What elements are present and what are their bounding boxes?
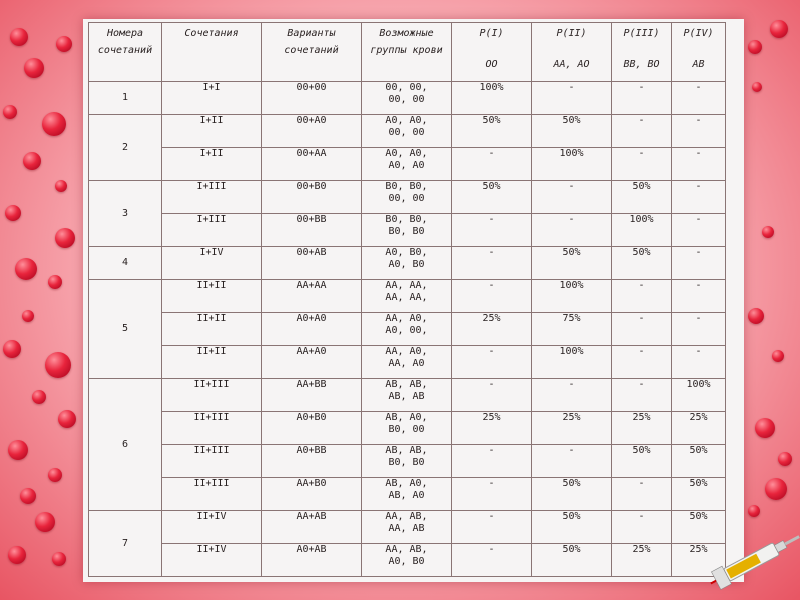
blood-drop-icon (762, 226, 774, 238)
probability-p4-cell: 25% (672, 544, 726, 577)
probability-p4-cell: - (672, 313, 726, 346)
blood-groups-line: AA, AA, (385, 292, 428, 303)
combination-cell: I+II (162, 148, 262, 181)
probability-p4-cell: 100% (672, 379, 726, 412)
header-p3-label: P(III) (623, 28, 660, 39)
blood-groups-line: 00, 00 (388, 127, 425, 138)
blood-drop-icon (48, 468, 62, 482)
variant-cell: 00+AA (262, 148, 362, 181)
combination-number-cell: 3 (89, 181, 162, 247)
header-number: Номера сочетаний (89, 23, 162, 82)
probability-p2-cell: - (532, 82, 612, 115)
probability-p3-cell: - (612, 115, 672, 148)
combination-cell: II+II (162, 280, 262, 313)
blood-groups-cell (362, 115, 452, 148)
table-row (89, 280, 726, 313)
probability-p3-cell: 25% (612, 412, 672, 445)
probability-p3-cell: - (612, 82, 672, 115)
blood-drop-icon (3, 340, 21, 358)
variant-cell: AA+AB (262, 511, 362, 544)
combination-cell: II+IV (162, 544, 262, 577)
table-row (89, 412, 726, 445)
probability-p2-cell: 25% (532, 412, 612, 445)
probability-p4-cell: - (672, 115, 726, 148)
probability-p4-cell: - (672, 82, 726, 115)
probability-p1-cell: 50% (452, 115, 532, 148)
table-row (89, 82, 726, 115)
variant-cell: AA+A0 (262, 346, 362, 379)
combination-cell: I+IV (162, 247, 262, 280)
blood-drop-icon (748, 505, 760, 517)
blood-groups-cell (362, 478, 452, 511)
combination-cell: II+III (162, 412, 262, 445)
blood-groups-cell (362, 379, 452, 412)
probability-p3-cell: 25% (612, 544, 672, 577)
header-p2-genotype: AA, AO (553, 59, 590, 70)
blood-groups-line: AA, A0, (385, 313, 428, 324)
probability-p4-cell: 25% (672, 412, 726, 445)
variant-cell: AA+AA (262, 280, 362, 313)
combination-number-cell: 1 (89, 82, 162, 115)
blood-drop-icon (8, 546, 26, 564)
header-p4-genotype: AB (692, 59, 705, 70)
probability-p1-cell: 50% (452, 181, 532, 214)
blood-groups-line: A0, A0 (388, 160, 425, 171)
blood-drop-icon (55, 180, 67, 192)
blood-groups-line: AB, AB, (385, 379, 428, 390)
table-row (89, 148, 726, 181)
blood-groups-line: B0, B0, (385, 181, 428, 192)
header-variants: Варианты сочетаний (262, 23, 362, 82)
blood-groups-line: AA, AA, (385, 280, 428, 291)
blood-groups-line: AA, A0, (385, 346, 428, 357)
probability-p3-cell: - (612, 280, 672, 313)
probability-p1-cell: - (452, 544, 532, 577)
table-row (89, 445, 726, 478)
probability-p2-cell: - (532, 379, 612, 412)
table-header-row (89, 23, 726, 82)
blood-groups-line: 00, 00, (385, 82, 428, 93)
blood-drop-icon (32, 390, 46, 404)
variant-cell: 00+A0 (262, 115, 362, 148)
blood-groups-cell (362, 544, 452, 577)
table-row (89, 544, 726, 577)
blood-drop-icon (3, 105, 17, 119)
blood-drop-icon (748, 308, 764, 324)
blood-drop-icon (58, 410, 76, 428)
probability-p1-cell: - (452, 214, 532, 247)
probability-p1-cell: - (452, 511, 532, 544)
blood-drop-icon (8, 440, 28, 460)
combination-cell: I+II (162, 115, 262, 148)
probability-p4-cell: 50% (672, 478, 726, 511)
blood-type-inheritance-table (88, 22, 726, 577)
blood-groups-cell (362, 148, 452, 181)
probability-p1-cell: - (452, 478, 532, 511)
blood-groups-cell (362, 412, 452, 445)
blood-drop-icon (20, 488, 36, 504)
table-row (89, 247, 726, 280)
combination-number-cell: 5 (89, 280, 162, 379)
blood-drop-icon (748, 40, 762, 54)
blood-groups-line: A0, B0 (388, 556, 425, 567)
combination-number-cell: 2 (89, 115, 162, 181)
header-p4-label: P(IV) (683, 28, 714, 39)
variant-cell: 00+B0 (262, 181, 362, 214)
combination-cell: II+III (162, 445, 262, 478)
blood-drop-icon (755, 418, 775, 438)
header-p3 (612, 23, 672, 82)
combination-cell: II+II (162, 313, 262, 346)
header-p3-genotype: BB, BO (623, 59, 660, 70)
probability-p1-cell: - (452, 148, 532, 181)
table-row (89, 115, 726, 148)
header-p2-label: P(II) (556, 28, 587, 39)
combination-cell: II+IV (162, 511, 262, 544)
blood-groups-cell (362, 346, 452, 379)
blood-groups-line: AA, A0 (388, 358, 425, 369)
blood-drop-icon (23, 152, 41, 170)
blood-groups-cell (362, 82, 452, 115)
header-p4 (672, 23, 726, 82)
probability-p2-cell: - (532, 181, 612, 214)
blood-groups-cell (362, 247, 452, 280)
blood-drop-icon (778, 452, 792, 466)
header-combination: Сочетания (162, 23, 262, 82)
probability-p2-cell: 75% (532, 313, 612, 346)
blood-groups-line: AA, AB, (385, 544, 428, 555)
probability-p1-cell: 100% (452, 82, 532, 115)
combination-cell: I+I (162, 82, 262, 115)
blood-groups-cell (362, 181, 452, 214)
blood-drop-icon (45, 352, 71, 378)
table-row (89, 313, 726, 346)
blood-groups-line: A0, 00, (385, 325, 428, 336)
blood-drop-icon (42, 112, 66, 136)
probability-p3-cell: - (612, 379, 672, 412)
probability-p2-cell: 100% (532, 280, 612, 313)
variant-cell: A0+AB (262, 544, 362, 577)
probability-p2-cell: 50% (532, 511, 612, 544)
blood-drop-icon (772, 350, 784, 362)
combination-cell: II+II (162, 346, 262, 379)
blood-groups-line: B0, B0, (385, 214, 428, 225)
combination-cell: I+III (162, 214, 262, 247)
probability-p1-cell: - (452, 379, 532, 412)
table-row (89, 346, 726, 379)
blood-groups-line: AB, A0, (385, 412, 428, 423)
combination-number-cell: 6 (89, 379, 162, 511)
combination-cell: I+III (162, 181, 262, 214)
syringe-icon (705, 520, 800, 600)
blood-drop-icon (765, 478, 787, 500)
blood-drop-icon (10, 28, 28, 46)
variant-cell: AA+B0 (262, 478, 362, 511)
probability-p2-cell: 100% (532, 346, 612, 379)
probability-p2-cell: 100% (532, 148, 612, 181)
blood-groups-cell (362, 313, 452, 346)
combination-cell: II+III (162, 379, 262, 412)
blood-drop-icon (55, 228, 75, 248)
probability-p4-cell: - (672, 214, 726, 247)
blood-groups-line: AB, A0 (388, 490, 425, 501)
blood-groups-line: A0, B0, (385, 247, 428, 258)
variant-cell: 00+AB (262, 247, 362, 280)
combination-cell: II+III (162, 478, 262, 511)
probability-p2-cell: 50% (532, 247, 612, 280)
variant-cell: 00+00 (262, 82, 362, 115)
blood-drop-icon (24, 58, 44, 78)
blood-drop-icon (52, 552, 66, 566)
probability-p4-cell: 50% (672, 511, 726, 544)
probability-p1-cell: - (452, 346, 532, 379)
blood-groups-line: 00, 00 (388, 94, 425, 105)
probability-p3-cell: 50% (612, 181, 672, 214)
header-p1-genotype: OO (485, 59, 498, 70)
probability-p3-cell: - (612, 148, 672, 181)
probability-p4-cell: - (672, 148, 726, 181)
blood-drop-icon (770, 20, 788, 38)
blood-drop-icon (752, 82, 762, 92)
probability-p1-cell: - (452, 280, 532, 313)
variant-cell: 00+BB (262, 214, 362, 247)
header-p1 (452, 23, 532, 82)
header-p1-label: P(I) (479, 28, 504, 39)
probability-p3-cell: - (612, 313, 672, 346)
blood-drop-icon (22, 310, 34, 322)
probability-p3-cell: - (612, 511, 672, 544)
header-p2 (532, 23, 612, 82)
variant-cell: A0+BB (262, 445, 362, 478)
blood-groups-line: AB, AB, (385, 445, 428, 456)
blood-drop-icon (15, 258, 37, 280)
probability-p4-cell: - (672, 280, 726, 313)
table-row (89, 511, 726, 544)
probability-p3-cell: 50% (612, 445, 672, 478)
blood-groups-cell (362, 214, 452, 247)
table-row (89, 181, 726, 214)
probability-p2-cell: 50% (532, 478, 612, 511)
probability-p2-cell: - (532, 214, 612, 247)
blood-groups-line: 00, 00 (388, 193, 425, 204)
blood-drop-icon (48, 275, 62, 289)
blood-groups-line: B0, B0 (388, 457, 425, 468)
blood-groups-line: AA, AB (388, 523, 425, 534)
blood-groups-line: A0, A0, (385, 148, 428, 159)
probability-p1-cell: 25% (452, 412, 532, 445)
probability-p4-cell: - (672, 346, 726, 379)
blood-groups-cell (362, 280, 452, 313)
variant-cell: A0+A0 (262, 313, 362, 346)
blood-groups-line: A0, A0, (385, 115, 428, 126)
probability-p3-cell: - (612, 478, 672, 511)
probability-p2-cell: 50% (532, 544, 612, 577)
table-row (89, 478, 726, 511)
header-groups: Возможные группы крови (362, 23, 452, 82)
probability-p4-cell: - (672, 181, 726, 214)
table-row (89, 379, 726, 412)
probability-p1-cell: - (452, 445, 532, 478)
probability-p4-cell: - (672, 247, 726, 280)
blood-groups-line: AA, AB, (385, 511, 428, 522)
combination-number-cell: 4 (89, 247, 162, 280)
probability-p3-cell: 50% (612, 247, 672, 280)
blood-drop-icon (56, 36, 72, 52)
blood-groups-line: AB, AB (388, 391, 425, 402)
probability-p4-cell: 50% (672, 445, 726, 478)
probability-p2-cell: 50% (532, 115, 612, 148)
variant-cell: A0+B0 (262, 412, 362, 445)
table-row (89, 214, 726, 247)
blood-groups-cell (362, 445, 452, 478)
probability-p3-cell: - (612, 346, 672, 379)
blood-groups-line: B0, 00 (388, 424, 425, 435)
blood-groups-line: AB, A0, (385, 478, 428, 489)
probability-p3-cell: 100% (612, 214, 672, 247)
blood-groups-line: B0, B0 (388, 226, 425, 237)
blood-drop-icon (35, 512, 55, 532)
probability-p2-cell: - (532, 445, 612, 478)
probability-p1-cell: - (452, 247, 532, 280)
blood-groups-line: A0, B0 (388, 259, 425, 270)
probability-p1-cell: 25% (452, 313, 532, 346)
blood-groups-cell (362, 511, 452, 544)
variant-cell: AA+BB (262, 379, 362, 412)
combination-number-cell: 7 (89, 511, 162, 577)
blood-drop-icon (5, 205, 21, 221)
